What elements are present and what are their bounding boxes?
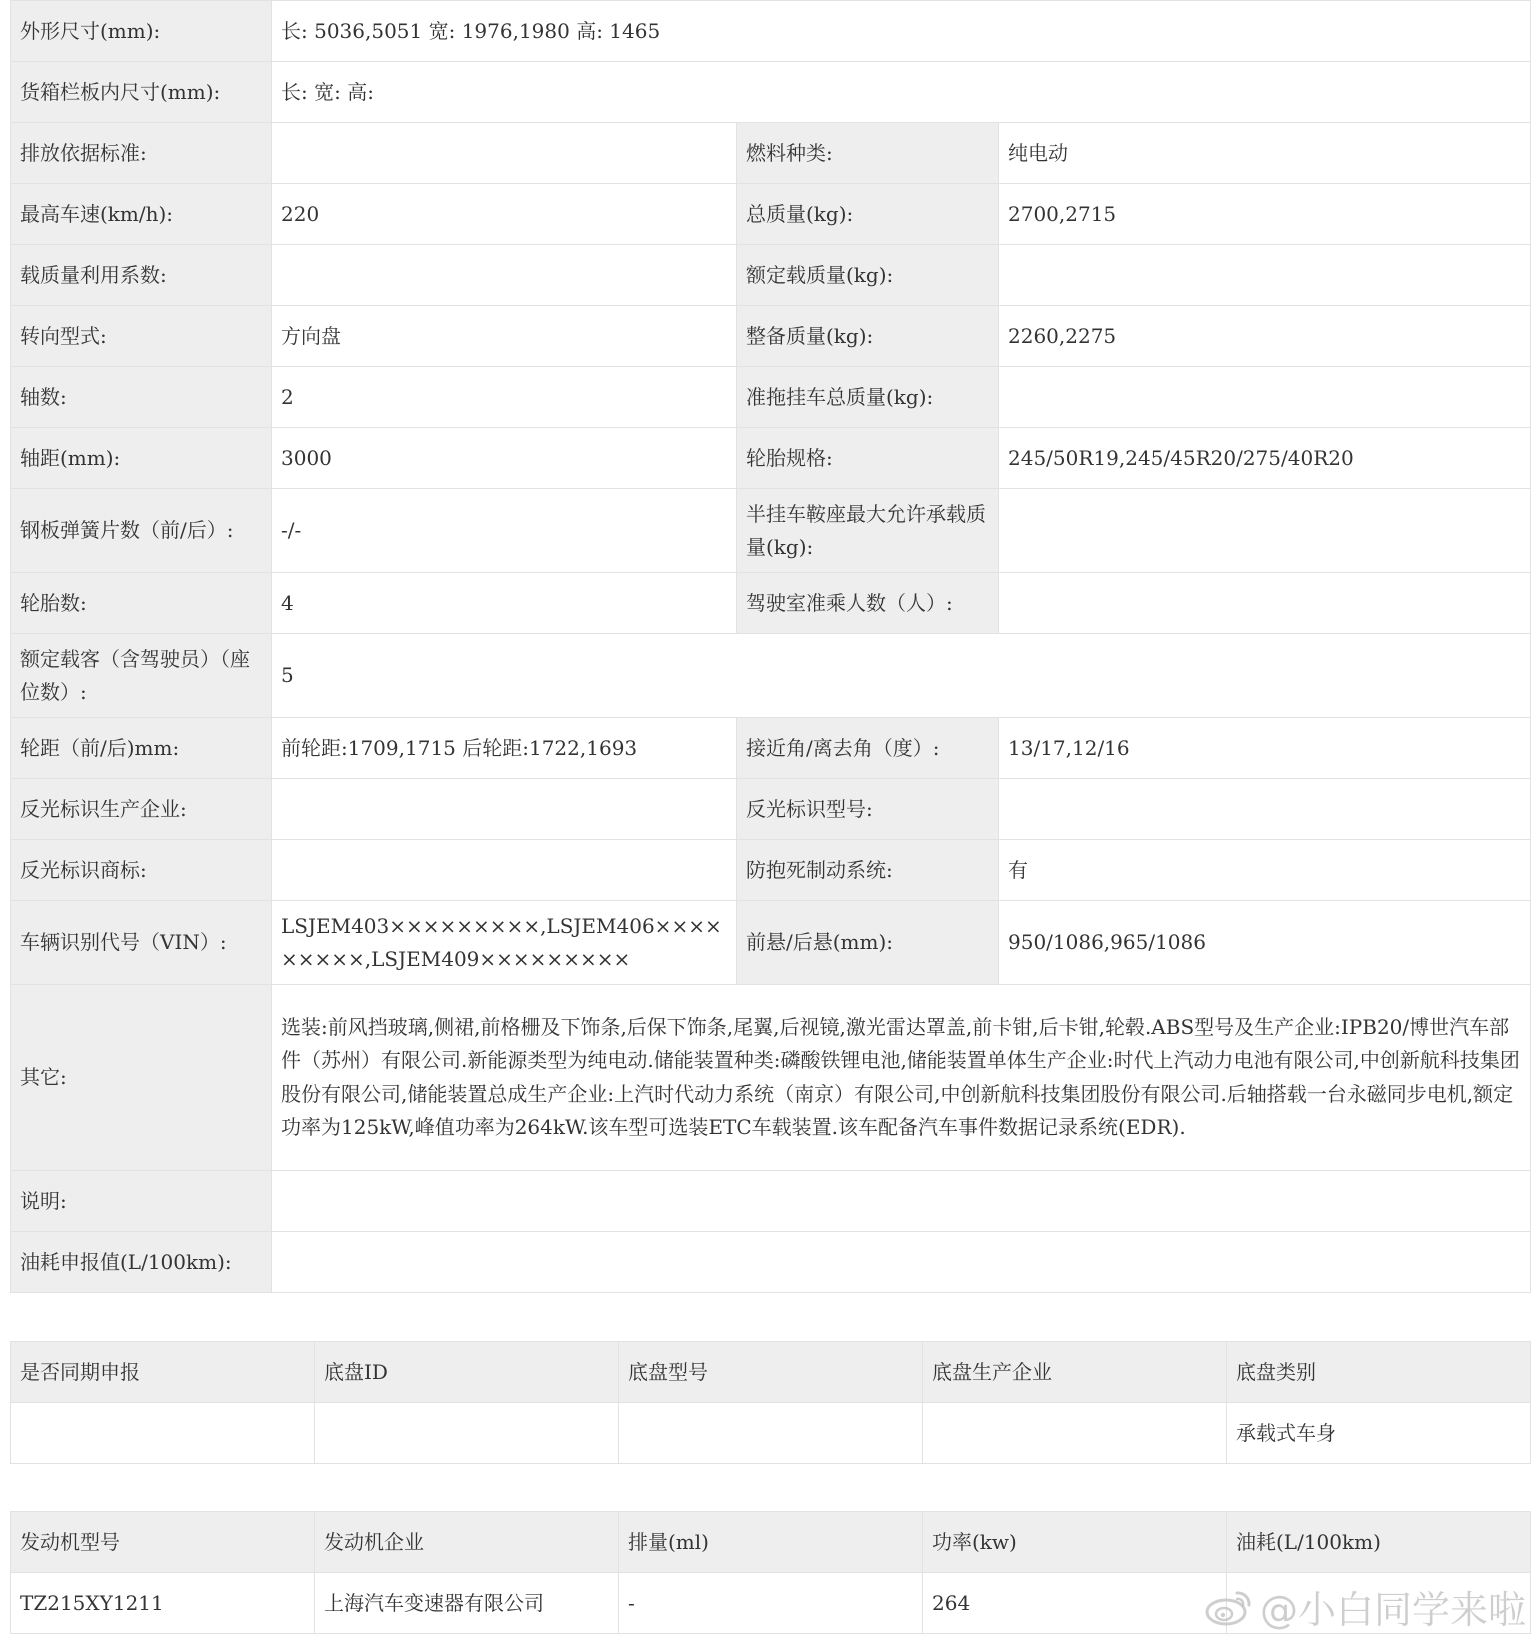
label-rated-load: 额定载质量(kg): xyxy=(737,245,999,306)
label-curb-mass: 整备质量(kg): xyxy=(737,306,999,367)
label-fuel-type: 燃料种类: xyxy=(737,123,999,184)
value-reflector-model xyxy=(999,779,1531,840)
engine-data-row xyxy=(11,1573,1531,1634)
value-overhang: 950/1086,965/1086 xyxy=(999,901,1531,985)
engine-header: 油耗(L/100km) xyxy=(1227,1512,1531,1573)
row-dimensions xyxy=(11,1,1531,62)
value-load-utilization xyxy=(272,245,737,306)
chassis-header: 底盘ID xyxy=(315,1342,619,1403)
chassis-cell xyxy=(619,1403,923,1464)
engine-header: 功率(kw) xyxy=(923,1512,1227,1573)
value-emission-standard xyxy=(272,123,737,184)
row-fuel-consumption xyxy=(11,1232,1531,1293)
chassis-header-row xyxy=(11,1342,1531,1403)
value-rated-load xyxy=(999,245,1531,306)
label-gross-mass: 总质量(kg): xyxy=(737,184,999,245)
chassis-cell: 承载式车身 xyxy=(1227,1403,1531,1464)
label-leaf-springs: 钢板弹簧片数（前/后）: xyxy=(11,489,272,573)
row-rated-passengers xyxy=(11,634,1531,718)
value-cab-passengers xyxy=(999,573,1531,634)
label-notes: 说明: xyxy=(11,1171,272,1232)
chassis-header: 是否同期申报 xyxy=(11,1342,315,1403)
engine-header: 发动机企业 xyxy=(315,1512,619,1573)
label-load-utilization: 载质量利用系数: xyxy=(11,245,272,306)
label-cargo-box: 货箱栏板内尺寸(mm): xyxy=(11,62,272,123)
row-wheelbase-tire xyxy=(11,428,1531,489)
label-other: 其它: xyxy=(11,985,272,1171)
chassis-header: 底盘型号 xyxy=(619,1342,923,1403)
engine-header-row xyxy=(11,1512,1531,1573)
label-trailer-mass: 准拖挂车总质量(kg): xyxy=(737,367,999,428)
row-vin-overhang xyxy=(11,901,1531,985)
value-tire-count: 4 xyxy=(272,573,737,634)
spec-table xyxy=(10,0,1531,1293)
value-curb-mass: 2260,2275 xyxy=(999,306,1531,367)
engine-header: 发动机型号 xyxy=(11,1512,315,1573)
value-abs: 有 xyxy=(999,840,1531,901)
value-fuel-consumption xyxy=(272,1232,1531,1293)
row-other xyxy=(11,985,1531,1171)
value-reflector-maker xyxy=(272,779,737,840)
label-max-speed: 最高车速(km/h): xyxy=(11,184,272,245)
engine-cell xyxy=(1227,1573,1531,1634)
engine-header: 排量(ml) xyxy=(619,1512,923,1573)
value-trailer-mass xyxy=(999,367,1531,428)
value-vin: LSJEM403×××××××××,LSJEM406×××××××××,LSJEM409××××××××× xyxy=(272,901,737,985)
label-wheelbase: 轴距(mm): xyxy=(11,428,272,489)
label-emission-standard: 排放依据标准: xyxy=(11,123,272,184)
row-steering-curb xyxy=(11,306,1531,367)
label-abs: 防抱死制动系统: xyxy=(737,840,999,901)
label-approach-departure: 接近角/离去角（度）: xyxy=(737,718,999,779)
chassis-cell xyxy=(923,1403,1227,1464)
row-axle-trailer xyxy=(11,367,1531,428)
label-track: 轮距（前/后)mm: xyxy=(11,718,272,779)
value-saddle-load xyxy=(999,489,1531,573)
engine-cell: 264 xyxy=(923,1573,1227,1634)
label-steering-type: 转向型式: xyxy=(11,306,272,367)
chassis-header: 底盘类别 xyxy=(1227,1342,1531,1403)
row-springs-saddle xyxy=(11,489,1531,573)
value-cargo-box: 长: 宽: 高: xyxy=(272,62,1531,123)
chassis-cell xyxy=(315,1403,619,1464)
chassis-header: 底盘生产企业 xyxy=(923,1342,1227,1403)
engine-cell: - xyxy=(619,1573,923,1634)
value-dimensions: 长: 5036,5051 宽: 1976,1980 高: 1465 xyxy=(272,1,1531,62)
row-load xyxy=(11,245,1531,306)
engine-table xyxy=(10,1511,1531,1634)
label-fuel-consumption: 油耗申报值(L/100km): xyxy=(11,1232,272,1293)
row-reflector-maker xyxy=(11,779,1531,840)
value-tire-spec: 245/50R19,245/45R20/275/40R20 xyxy=(999,428,1531,489)
value-steering-type: 方向盘 xyxy=(272,306,737,367)
label-reflector-model: 反光标识型号: xyxy=(737,779,999,840)
row-reflector-brand-abs xyxy=(11,840,1531,901)
label-axle-count: 轴数: xyxy=(11,367,272,428)
value-track: 前轮距:1709,1715 后轮距:1722,1693 xyxy=(272,718,737,779)
row-notes xyxy=(11,1171,1531,1232)
label-tire-spec: 轮胎规格: xyxy=(737,428,999,489)
label-reflector-maker: 反光标识生产企业: xyxy=(11,779,272,840)
value-axle-count: 2 xyxy=(272,367,737,428)
value-reflector-brand xyxy=(272,840,737,901)
row-cargo-box xyxy=(11,62,1531,123)
chassis-cell xyxy=(11,1403,315,1464)
watermark-text: @小白同学来啦 xyxy=(1259,1588,1526,1632)
label-reflector-brand: 反光标识商标: xyxy=(11,840,272,901)
value-gross-mass: 2700,2715 xyxy=(999,184,1531,245)
label-vin: 车辆识别代号（VIN）: xyxy=(11,901,272,985)
value-max-speed: 220 xyxy=(272,184,737,245)
row-emission-fuel xyxy=(11,123,1531,184)
row-speed-mass xyxy=(11,184,1531,245)
label-dimensions: 外形尺寸(mm): xyxy=(11,1,272,62)
value-rated-passengers: 5 xyxy=(272,634,1531,718)
chassis-data-row xyxy=(11,1403,1531,1464)
label-saddle-load: 半挂车鞍座最大允许承载质量(kg): xyxy=(737,489,999,573)
row-tires-cab xyxy=(11,573,1531,634)
label-overhang: 前悬/后悬(mm): xyxy=(737,901,999,985)
engine-cell: TZ215XY1211 xyxy=(11,1573,315,1634)
row-track-angles xyxy=(11,718,1531,779)
value-leaf-springs: -/- xyxy=(272,489,737,573)
value-approach-departure: 13/17,12/16 xyxy=(999,718,1531,779)
label-tire-count: 轮胎数: xyxy=(11,573,272,634)
value-fuel-type: 纯电动 xyxy=(999,123,1531,184)
value-other: 选装:前风挡玻璃,侧裙,前格栅及下饰条,后保下饰条,尾翼,后视镜,激光雷达罩盖,前卡钳,后卡钳,轮毂.ABS型号及生产企业:IPB20/博世汽车部件（苏州）有限公司.新能源类型为纯电动.储能装置种类:磷酸铁锂电池,储能装置单体生产企业:时代上汽动力电池有限公司,中创新航科技集团股份有限公司,储能装置总成生产企业:上汽时代动力系统（南京）有限公司,中创新航科技集团股份有限公司.后轴搭载一台永磁同步电机,额定功率为125kW,峰值功率为264kW.该车型可选装ETC车载装置.该车配备汽车事件数据记录系统(EDR). xyxy=(272,985,1531,1171)
label-rated-passengers: 额定载客（含驾驶员）（座位数）: xyxy=(11,634,272,718)
label-cab-passengers: 驾驶室准乘人数（人）: xyxy=(737,573,999,634)
engine-cell: 上海汽车变速器有限公司 xyxy=(315,1573,619,1634)
value-wheelbase: 3000 xyxy=(272,428,737,489)
chassis-table xyxy=(10,1341,1531,1464)
value-notes xyxy=(272,1171,1531,1232)
